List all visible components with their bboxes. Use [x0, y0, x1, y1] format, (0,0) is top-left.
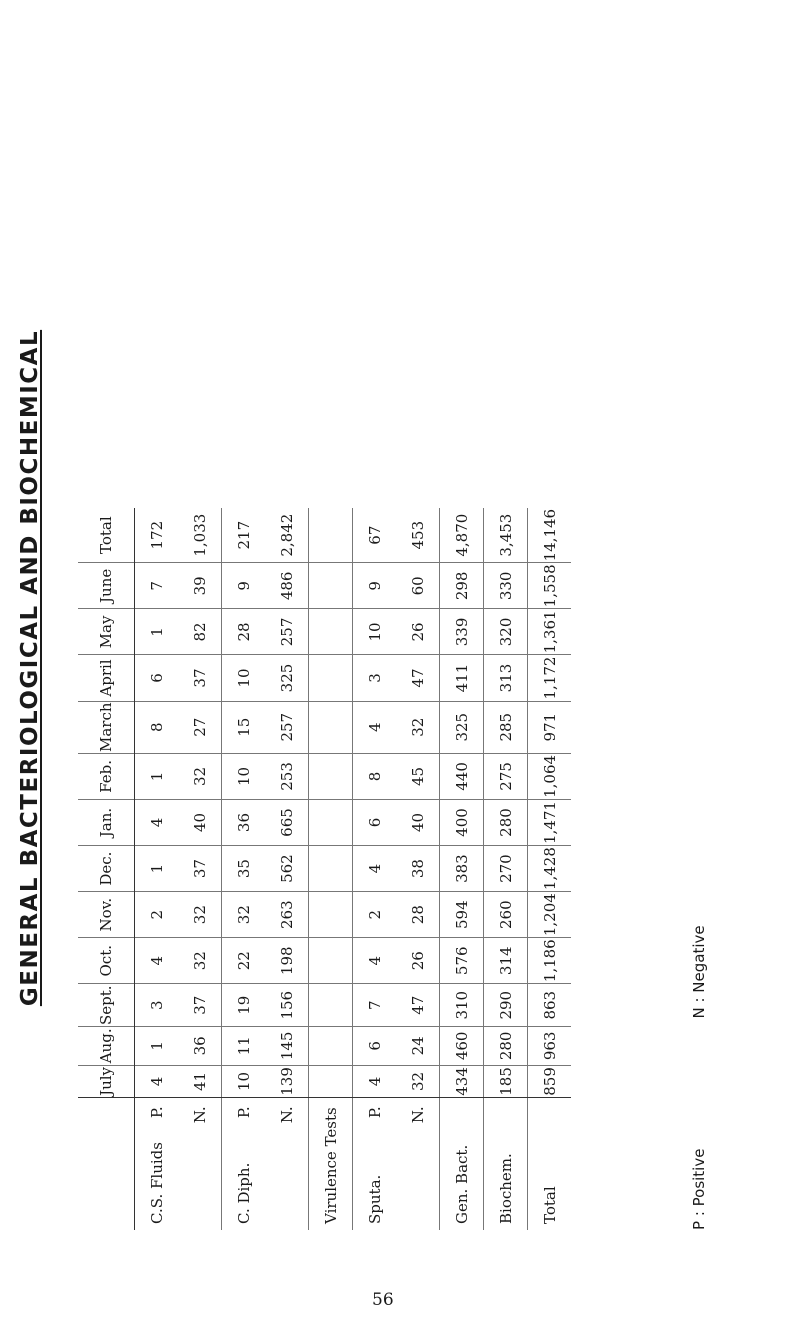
table-cell: 486 [265, 563, 309, 609]
table-cell: 36 [178, 1027, 222, 1065]
column-header: July [78, 1065, 135, 1098]
table-cell: 863 [528, 984, 572, 1027]
table-cell [309, 938, 353, 984]
legend [690, 925, 708, 1230]
table-cell: 4 [135, 938, 179, 984]
table-cell: 310 [440, 984, 484, 1027]
table-cell: 411 [440, 655, 484, 701]
table-cell: 4,870 [440, 508, 484, 563]
table-cell: 453 [408, 520, 427, 550]
table-cell [309, 701, 353, 753]
table-cell: 26 [396, 609, 440, 655]
table-cell: 28 [396, 892, 440, 938]
table-cell: 32 [396, 1065, 440, 1098]
table-cell: 280 [484, 799, 528, 845]
table-cell: 298 [440, 563, 484, 609]
table-cell: 8 [135, 701, 179, 753]
table-cell: 15 [222, 701, 266, 753]
row-header [309, 1098, 353, 1230]
row-header [440, 1098, 484, 1230]
table-cell: 37 [178, 655, 222, 701]
table-cell: 594 [440, 892, 484, 938]
column-header: Dec. [78, 846, 135, 892]
table-cell: 4 [353, 1065, 397, 1098]
table-cell: 198 [265, 938, 309, 984]
column-header: Jan. [78, 799, 135, 845]
table-cell: 217 [222, 508, 266, 563]
row-header-blank [78, 1098, 135, 1230]
table-cell: 60 [396, 563, 440, 609]
table-cell: 3,453 [484, 508, 528, 563]
table-cell: 4 [135, 1065, 179, 1098]
table-cell [309, 563, 353, 609]
row-header [353, 1098, 397, 1230]
table-cell: 2 [135, 892, 179, 938]
table-cell: 330 [484, 563, 528, 609]
row-header [178, 1098, 222, 1230]
table-cell: 41 [178, 1065, 222, 1098]
table-cell: 32 [178, 753, 222, 799]
table-cell: 2,842 [277, 513, 296, 557]
row-sub-label: P. [234, 1106, 253, 1119]
table-row [484, 508, 528, 1230]
table-cell: 290 [484, 984, 528, 1027]
column-header: May [78, 609, 135, 655]
table-cell: 10 [353, 609, 397, 655]
table-cell: 32 [396, 701, 440, 753]
table-cell: 39 [178, 563, 222, 609]
column-header: Total [78, 508, 135, 563]
table-cell: 36 [222, 799, 266, 845]
column-header: April [78, 655, 135, 701]
table-cell: 47 [396, 655, 440, 701]
page-number: 56 [372, 1290, 394, 1310]
column-header: Feb. [78, 753, 135, 799]
table-cell: 1,428 [528, 846, 572, 892]
table-row [135, 508, 179, 1230]
table-cell: 37 [178, 846, 222, 892]
table-cell: 6 [135, 655, 179, 701]
table-cell: 32 [178, 938, 222, 984]
table-cell: 4 [353, 701, 397, 753]
table-cell [309, 753, 353, 799]
table-cell [309, 984, 353, 1027]
table-cell [309, 1065, 353, 1098]
table-cell [309, 609, 353, 655]
table-cell: 38 [396, 846, 440, 892]
table-cell: 1 [135, 753, 179, 799]
table-cell: 10 [222, 753, 266, 799]
table-cell: 1,033 [190, 513, 209, 557]
table-cell: 257 [265, 701, 309, 753]
table-cell: 7 [353, 984, 397, 1027]
row-group-name: Virulence Tests [321, 1107, 340, 1224]
table-row [265, 508, 309, 1230]
row-sub-label: P. [147, 1106, 166, 1119]
table-cell: 8 [353, 753, 397, 799]
table-cell: 27 [178, 701, 222, 753]
table-header-row [78, 508, 135, 1230]
table-cell: 325 [265, 655, 309, 701]
table-cell: 1,361 [528, 609, 572, 655]
table-cell: 67 [353, 508, 397, 563]
column-header: Nov. [78, 892, 135, 938]
row-header [396, 1098, 440, 1230]
row-header [222, 1098, 266, 1230]
row-group-name: C. Diph. [234, 1162, 253, 1224]
table-row [396, 508, 440, 1230]
row-header [484, 1098, 528, 1230]
table-cell: 1,172 [528, 655, 572, 701]
table-cell: 11 [222, 1027, 266, 1065]
table-cell: 1,064 [528, 753, 572, 799]
column-header: June [78, 563, 135, 609]
table-cell: 47 [396, 984, 440, 1027]
row-sub-label: N. [190, 1106, 209, 1124]
table-cell: 14,146 [528, 508, 572, 563]
table-cell: 339 [440, 609, 484, 655]
table-row [440, 508, 484, 1230]
table-cell [309, 508, 353, 563]
column-header: March [78, 701, 135, 753]
table-cell: 28 [222, 609, 266, 655]
row-group-name: Gen. Bact. [452, 1144, 471, 1224]
row-group-name: C.S. Fluids [147, 1142, 166, 1224]
table-cell: 4 [135, 799, 179, 845]
table-cell: 280 [484, 1027, 528, 1065]
row-group-name: Biochem. [496, 1153, 515, 1224]
table-cell: 9 [222, 563, 266, 609]
table-cell: 6 [353, 1027, 397, 1065]
table-row [353, 508, 397, 1230]
table-cell: 665 [265, 799, 309, 845]
table-cell: 1,204 [528, 892, 572, 938]
row-group-name: Total [540, 1186, 559, 1224]
table-cell: 10 [222, 655, 266, 701]
table-cell: 6 [353, 799, 397, 845]
row-header [135, 1098, 179, 1230]
table-cell: 275 [484, 753, 528, 799]
table-cell: 400 [440, 799, 484, 845]
table-cell: 37 [178, 984, 222, 1027]
table-cell: 82 [178, 609, 222, 655]
table-cell: 325 [440, 701, 484, 753]
table-cell: 971 [528, 701, 572, 753]
table-cell: 434 [440, 1065, 484, 1098]
table-cell: 35 [222, 846, 266, 892]
table-cell: 313 [484, 655, 528, 701]
column-header: Oct. [78, 938, 135, 984]
table-cell: 40 [178, 799, 222, 845]
table-cell: 260 [484, 892, 528, 938]
table-cell: 253 [265, 753, 309, 799]
table-cell: 156 [265, 984, 309, 1027]
table-cell: 859 [528, 1065, 572, 1098]
row-header [528, 1098, 572, 1230]
table-cell: 32 [178, 892, 222, 938]
table-cell: 314 [484, 938, 528, 984]
table-cell: 460 [440, 1027, 484, 1065]
table-cell: 172 [147, 520, 166, 550]
row-header [265, 1098, 309, 1230]
table-cell: 4 [353, 846, 397, 892]
table-cell: 45 [396, 753, 440, 799]
table-cell: 257 [265, 609, 309, 655]
table-cell: 383 [440, 846, 484, 892]
row-sub-label: P. [365, 1106, 384, 1119]
table-cell: 7 [135, 563, 179, 609]
monthly-examinations-table-wrapper [78, 508, 571, 1230]
legend-positive: P : Positive [690, 1148, 708, 1230]
table-row [222, 508, 266, 1230]
table-cell: 9 [353, 563, 397, 609]
table-row [309, 508, 353, 1230]
table-cell: 145 [265, 1027, 309, 1065]
table-cell: 576 [440, 938, 484, 984]
table-body [135, 508, 572, 1230]
running-header [0, 0, 60, 1336]
table-cell: 3 [353, 655, 397, 701]
monthly-examinations-table [78, 508, 571, 1230]
table-cell: 440 [440, 753, 484, 799]
table-cell: 263 [265, 892, 309, 938]
table-cell: 1,186 [528, 938, 572, 984]
table-cell: 3 [135, 984, 179, 1027]
table-row [528, 508, 572, 1230]
column-header: Sept. [78, 984, 135, 1027]
table-cell: 10 [222, 1065, 266, 1098]
column-header: Aug. [78, 1027, 135, 1065]
table-cell [309, 799, 353, 845]
table-cell: 19 [222, 984, 266, 1027]
row-sub-label: N. [277, 1106, 296, 1124]
table-cell [309, 846, 353, 892]
table-cell [309, 892, 353, 938]
table-cell: 2 [353, 892, 397, 938]
table-cell: 185 [484, 1065, 528, 1098]
table-cell [309, 1027, 353, 1065]
table-cell: 1 [135, 846, 179, 892]
table-cell: 32 [222, 892, 266, 938]
table-cell: 139 [265, 1065, 309, 1098]
row-group-name: Sputa. [365, 1174, 384, 1224]
table-cell: 562 [265, 846, 309, 892]
table-cell: 1,471 [528, 799, 572, 845]
table-cell: 1,558 [528, 563, 572, 609]
running-header-title: GENERAL BACTERIOLOGICAL AND BIOCHEMICAL [17, 329, 43, 1007]
table-cell: 26 [396, 938, 440, 984]
table-cell: 1 [135, 609, 179, 655]
table-cell: 22 [222, 938, 266, 984]
table-cell [309, 655, 353, 701]
table-cell: 320 [484, 609, 528, 655]
table-cell: 285 [484, 701, 528, 753]
table-cell: 24 [396, 1027, 440, 1065]
table-cell: 4 [353, 938, 397, 984]
legend-negative: N : Negative [690, 925, 708, 1019]
table-cell: 1 [135, 1027, 179, 1065]
row-sub-label: N. [408, 1106, 427, 1124]
table-cell: 963 [528, 1027, 572, 1065]
table-cell: 270 [484, 846, 528, 892]
table-row [178, 508, 222, 1230]
table-cell: 40 [396, 799, 440, 845]
